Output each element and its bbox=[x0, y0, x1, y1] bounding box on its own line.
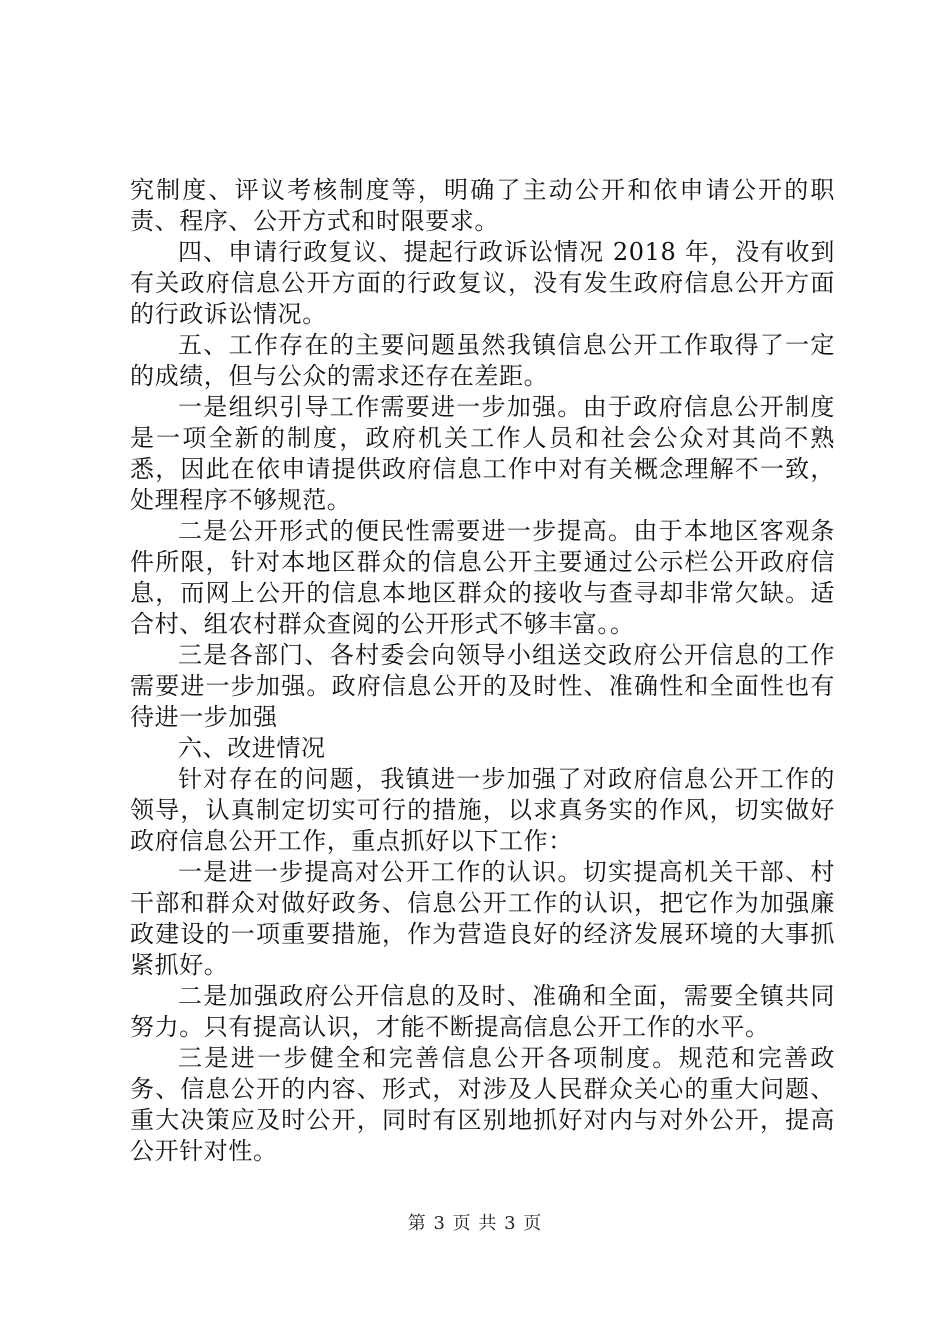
page-number-label: 第 3 页 共 3 页 bbox=[407, 1213, 543, 1234]
document-body bbox=[130, 175, 835, 1167]
paragraph-2: 四、申请行政复议、提起行政诉讼情况 2018 年，没有收到有关政府信息公开方面的行政复议，没有发生政府信息公开方面的行政诉讼情况。 bbox=[130, 238, 835, 328]
paragraph-6: 三是各部门、各村委会向领导小组送交政府公开信息的工作需要进一步加强。政府信息公开的及时性、准确性和全面性也有待进一步加强 bbox=[130, 641, 835, 731]
section-heading-improvement: 六、改进情况 bbox=[178, 734, 326, 762]
paragraph-10: 二是加强政府公开信息的及时、准确和全面，需要全镇共同努力。只有提高认识，才能不断提高信息公开工作的水平。 bbox=[130, 982, 835, 1041]
paragraph-4: 一是组织引导工作需要进一步加强。由于政府信息公开制度是一项全新的制度，政府机关工作人员和社会公众对其尚不熟悉，因此在依申请提供政府信息工作中对有关概念理解不一致，处理程序不够规范。 bbox=[130, 393, 835, 514]
paragraph-1: 究制度、评议考核制度等，明确了主动公开和依申请公开的职责、程序、公开方式和时限要求。 bbox=[130, 176, 835, 235]
paragraph-5: 二是公开形式的便民性需要进一步提高。由于本地区客观条件所限，针对本地区群众的信息公开主要通过公示栏公开政府信息，而网上公开的信息本地区群众的接收与查寻却非常欠缺。适合村、组农村群众查阅的公开形式不够丰富。。 bbox=[130, 517, 835, 638]
paragraph-3: 五、工作存在的主要问题虽然我镇信息公开工作取得了一定的成绩，但与公众的需求还存在差距。 bbox=[130, 331, 835, 390]
paragraph-8: 针对存在的问题，我镇进一步加强了对政府信息公开工作的领导，认真制定切实可行的措施，以求真务实的作风，切实做好政府信息公开工作，重点抓好以下工作： bbox=[130, 765, 835, 855]
paragraph-11: 三是进一步健全和完善信息公开各项制度。规范和完善政务、信息公开的内容、形式，对涉及人民群众关心的重大问题、重大决策应及时公开，同时有区别地抓好对内与对外公开，提高公开针对性。 bbox=[130, 1044, 835, 1165]
page-footer bbox=[0, 1212, 950, 1236]
paragraph-9: 一是进一步提高对公开工作的认识。切实提高机关干部、村干部和群众对做好政务、信息公开工作的认识，把它作为加强廉政建设的一项重要措施，作为营造良好的经济发展环境的大事抓紧抓好。 bbox=[130, 858, 835, 979]
